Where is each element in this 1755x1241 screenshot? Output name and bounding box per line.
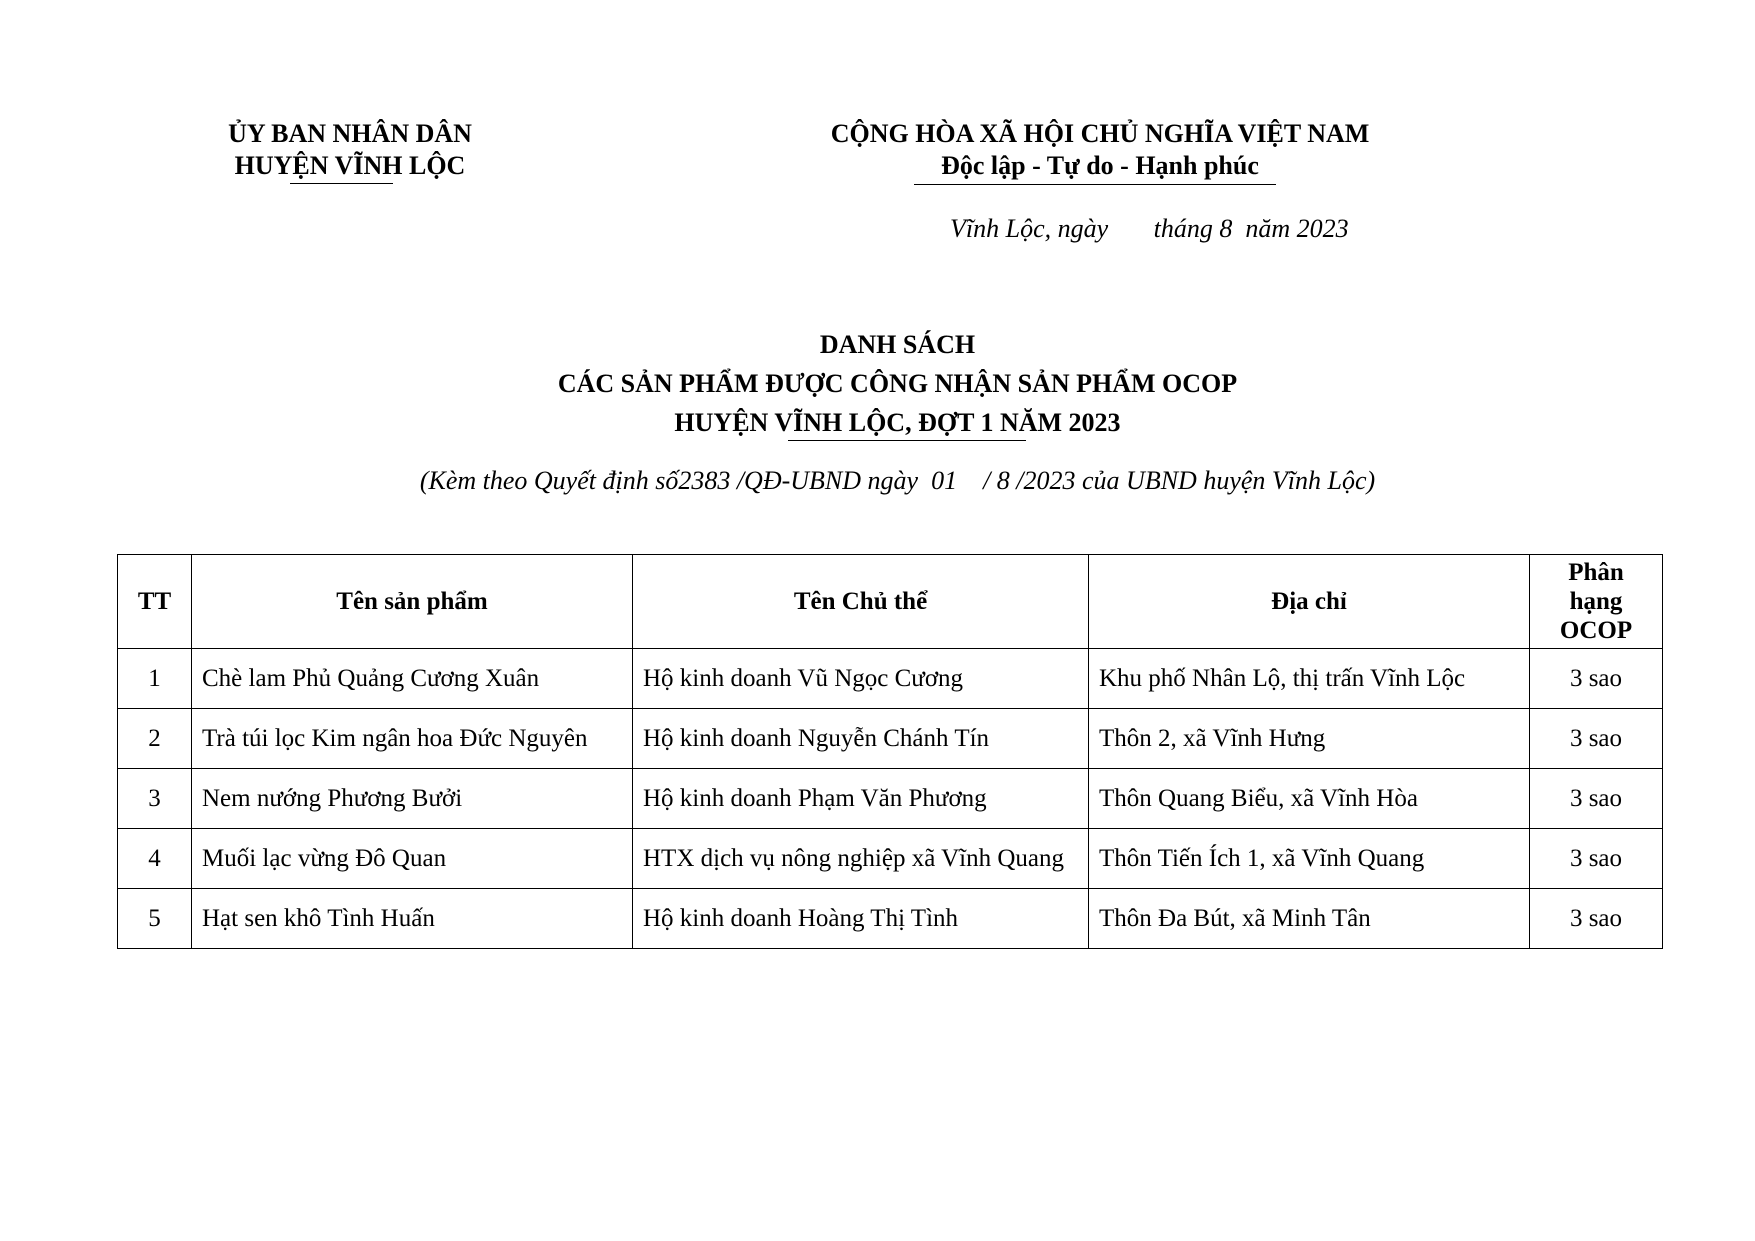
header-rank-line-3: OCOP <box>1559 617 1633 644</box>
row-product: Chè lam Phủ Quảng Cương Xuân <box>192 649 633 709</box>
national-motto-header <box>780 118 1420 182</box>
row-address: Thôn 2, xã Vĩnh Hưng <box>1089 709 1530 769</box>
row-rank: 3 sao <box>1530 649 1663 709</box>
header-rank-line-1: Phân <box>1568 559 1624 586</box>
row-tt: 1 <box>118 649 192 709</box>
row-tt: 5 <box>118 889 192 949</box>
table-header-row <box>118 555 1663 649</box>
row-owner: Hộ kinh doanh Phạm Văn Phương <box>633 769 1089 829</box>
table-row <box>118 709 1663 769</box>
row-owner: Hộ kinh doanh Hoàng Thị Tình <box>633 889 1089 949</box>
ocop-products-table <box>117 554 1663 949</box>
table-row <box>118 829 1663 889</box>
row-tt: 3 <box>118 769 192 829</box>
row-owner: Hộ kinh doanh Nguyễn Chánh Tín <box>633 709 1089 769</box>
row-rank: 3 sao <box>1530 769 1663 829</box>
table-row <box>118 889 1663 949</box>
national-name: CỘNG HÒA XÃ HỘI CHỦ NGHĨA VIỆT NAM <box>830 119 1370 148</box>
national-motto: Độc lập - Tự do - Hạnh phúc <box>941 151 1259 180</box>
row-tt: 2 <box>118 709 192 769</box>
row-product: Hạt sen khô Tình Huấn <box>192 889 633 949</box>
document-title <box>400 325 1395 442</box>
row-rank: 3 sao <box>1530 829 1663 889</box>
title-line-1: DANH SÁCH <box>819 330 976 359</box>
row-address: Khu phố Nhân Lộ, thị trấn Vĩnh Lộc <box>1089 649 1530 709</box>
title-underline <box>788 440 1026 441</box>
document-date: Vĩnh Lộc, ngày tháng 8 năm 2023 <box>950 214 1349 243</box>
table-row <box>118 649 1663 709</box>
row-product: Nem nướng Phương Bưởi <box>192 769 633 829</box>
header-address: Địa chỉ <box>1089 555 1530 649</box>
row-owner: Hộ kinh doanh Vũ Ngọc Cương <box>633 649 1089 709</box>
title-line-3: HUYỆN VĨNH LỘC, ĐỢT 1 NĂM 2023 <box>674 408 1121 437</box>
row-product: Muối lạc vừng Đô Quan <box>192 829 633 889</box>
header-owner: Tên Chủ thể <box>633 555 1089 649</box>
row-rank: 3 sao <box>1530 889 1663 949</box>
row-address: Thôn Tiến Ích 1, xã Vĩnh Quang <box>1089 829 1530 889</box>
row-owner: HTX dịch vụ nông nghiệp xã Vĩnh Quang <box>633 829 1089 889</box>
table-row <box>118 769 1663 829</box>
title-line-2: CÁC SẢN PHẨM ĐƯỢC CÔNG NHẬN SẢN PHẨM OCOP <box>557 369 1238 398</box>
motto-underline <box>914 184 1276 185</box>
authority-underline <box>290 183 393 184</box>
header-rank <box>1530 555 1663 649</box>
attachment-note: (Kèm theo Quyết định số2383 /QĐ-UBND ngày 01 / 8 /2023 của UBND huyện Vĩnh Lộc) <box>419 466 1376 495</box>
row-rank: 3 sao <box>1530 709 1663 769</box>
issuing-authority-header <box>170 118 530 182</box>
row-tt: 4 <box>118 829 192 889</box>
row-product: Trà túi lọc Kim ngân hoa Đức Nguyên <box>192 709 633 769</box>
row-address: Thôn Quang Biểu, xã Vĩnh Hòa <box>1089 769 1530 829</box>
row-address: Thôn Đa Bút, xã Minh Tân <box>1089 889 1530 949</box>
header-product: Tên sản phẩm <box>192 555 633 649</box>
header-rank-line-2: hạng <box>1569 588 1623 615</box>
authority-line-2: HUYỆN VĨNH LỘC <box>234 151 466 180</box>
authority-line-1: ỦY BAN NHÂN DÂN <box>228 119 472 148</box>
header-tt: TT <box>118 555 192 649</box>
